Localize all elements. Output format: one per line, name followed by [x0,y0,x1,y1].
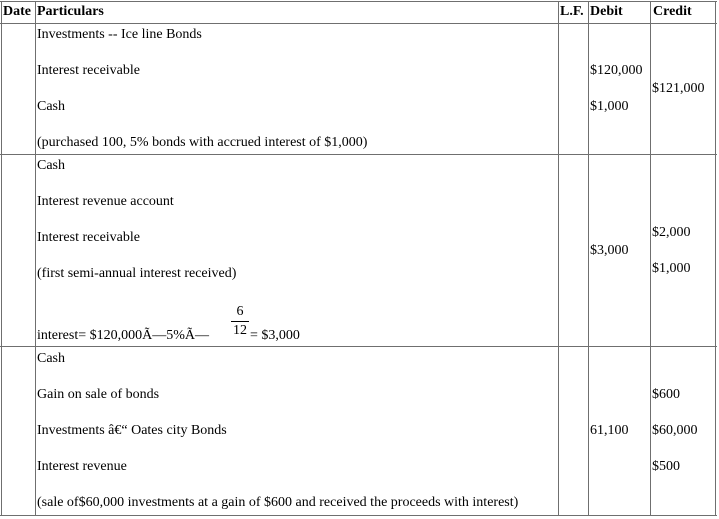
entry-1-debit-1: $120,000 [590,63,643,78]
header-lf: L.F. [560,4,584,19]
col-divider-lf [588,1,589,516]
entry-2-credit-1: $2,000 [652,225,691,240]
row-divider-1 [0,154,717,155]
entry-3-credit-3: $500 [652,459,680,474]
row-divider-2 [0,346,717,347]
entry-3-line-4: Interest revenue [37,459,127,474]
entry-2-credit-2: $1,000 [652,261,691,276]
formula-denominator: 12 [233,323,247,338]
entry-1-debit-2: $1,000 [590,99,629,114]
entry-3-credit-2: $60,000 [652,423,698,438]
entry-1-credit-1: $121,000 [652,81,705,96]
formula-numerator: 6 [236,304,244,319]
header-debit: Debit [590,4,623,19]
entry-1-narration: (purchased 100, 5% bonds with accrued interest of $1,000) [37,135,368,150]
table-border-left [1,1,2,516]
entry-3-narration: (sale of$60,000 investments at a gain of $600 and received the proceeds with interest) [37,495,519,510]
entry-1-line-1: Investments -- Ice line Bonds [37,27,202,42]
entry-3-line-2: Gain on sale of bonds [37,387,160,402]
entry-1-line-3: Cash [37,99,65,114]
entry-2-narration: (first semi-annual interest received) [37,266,237,281]
entry-3-debit-1: 61,100 [590,423,629,438]
table-border-top [0,1,717,2]
formula-fraction-bar [231,321,249,322]
entry-3-line-1: Cash [37,351,65,366]
entry-2-line-1: Cash [37,158,65,173]
header-credit: Credit [653,4,692,19]
header-divider [0,23,717,24]
table-border-right [715,1,716,516]
entry-2-line-2: Interest revenue account [37,194,174,209]
header-particulars: Particulars [37,4,104,19]
formula-prefix: interest= $120,000Ã—5%Ã— [37,328,209,343]
col-divider-debit [650,1,651,516]
entry-3-credit-1: $600 [652,387,680,402]
formula-suffix: = $3,000 [250,328,300,343]
entry-2-debit-1: $3,000 [590,243,629,258]
header-date: Date [3,4,31,19]
col-divider-date [35,1,36,516]
entry-2-line-3: Interest receivable [37,230,140,245]
col-divider-particulars [558,1,559,516]
entry-3-line-3: Investments â€“ Oates city Bonds [37,423,227,438]
table-border-bottom [0,515,717,516]
entry-1-line-2: Interest receivable [37,63,140,78]
